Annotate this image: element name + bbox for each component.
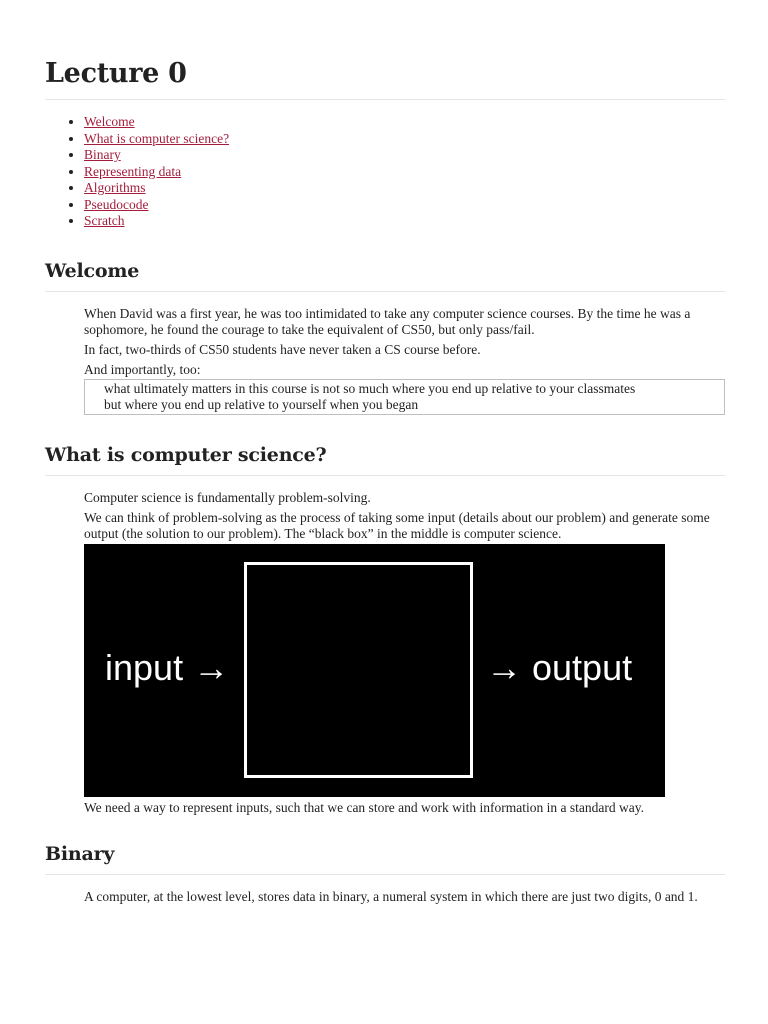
toc-link-binary[interactable]: Binary: [84, 147, 121, 162]
toc-link-scratch[interactable]: Scratch: [84, 213, 125, 228]
welcome-quote: [84, 379, 725, 415]
black-box-frame: [244, 562, 473, 778]
welcome-paragraph-1: When David was a first year, he was too intimidated to take any computer science courses. By the time he was a sophomore, he found the courage to take the equivalent of CS50, but only pass/fail.: [84, 305, 691, 337]
toc-link-what-is-cs[interactable]: What is computer science?: [84, 130, 230, 146]
quote-line-1: what ultimately matters in this course is not so much where you end up relative to your classmates: [104, 380, 636, 396]
page-title: Lecture 0: [45, 0, 725, 100]
toc-link-welcome[interactable]: Welcome: [84, 114, 135, 129]
welcome-body: [45, 306, 725, 415]
black-box-figure: [84, 544, 665, 797]
toc-item: [84, 180, 725, 197]
section-welcome: [45, 260, 725, 415]
toc-link-algorithms[interactable]: Algorithms: [84, 180, 146, 195]
cs-body: [45, 490, 725, 816]
toc-item: [84, 147, 725, 164]
figure-output-label: → output: [486, 646, 633, 688]
toc-item: [84, 197, 725, 214]
cs-paragraph-1: Computer science is fundamentally problem-solving.: [84, 489, 371, 505]
toc-link-pseudocode[interactable]: Pseudocode: [84, 196, 149, 212]
welcome-paragraph-2: In fact, two-thirds of CS50 students have never taken a CS course before.: [84, 341, 481, 357]
figure-input-label: input →: [105, 646, 230, 688]
quote-line-2: but where you end up relative to yourself when you began: [104, 396, 419, 412]
toc-item: [84, 213, 725, 230]
welcome-paragraph-3: And importantly, too:: [84, 361, 201, 377]
section-heading-what-is-cs: What is computer science?: [45, 444, 725, 476]
lecture-page: [45, 0, 725, 905]
section-heading-welcome: Welcome: [45, 260, 725, 292]
binary-body: [45, 889, 725, 905]
table-of-contents: [45, 114, 725, 230]
cs-paragraph-3: We need a way to represent inputs, such that we can store and work with information in a standard way.: [84, 799, 644, 815]
cs-paragraph-2: We can think of problem-solving as the process of taking some input (details about our problem) and generate some output (the solution to our problem). The “black box” in the middle is computer science.: [84, 509, 710, 541]
binary-paragraph-1: A computer, at the lowest level, stores data in binary, a numeral system in which there are just two digits, 0 and 1.: [84, 888, 698, 904]
toc-item: [84, 131, 725, 148]
section-binary: [45, 843, 725, 905]
toc-item: [84, 114, 725, 131]
section-heading-binary: Binary: [45, 843, 725, 875]
toc-item: [84, 164, 725, 181]
section-what-is-cs: [45, 444, 725, 816]
toc-link-representing-data[interactable]: Representing data: [84, 163, 182, 179]
